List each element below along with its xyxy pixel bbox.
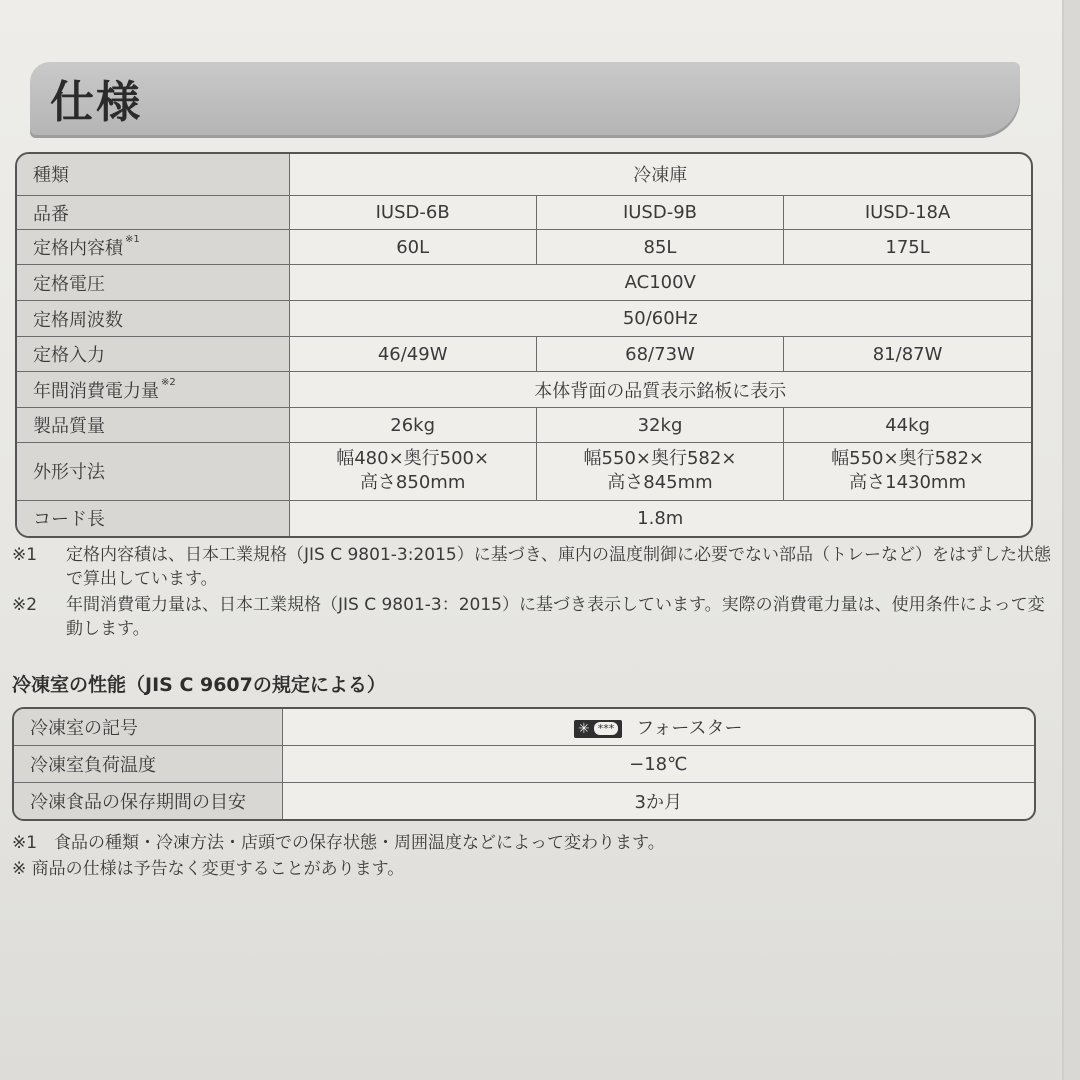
dimensions-1-line2: 高さ850mm [359, 472, 466, 494]
spec-capacity-2: 85L [536, 230, 783, 265]
spec-value-annual-consumption: 本体背面の品質表示銘板に表示 [289, 372, 1031, 408]
spec-row-weight [17, 408, 1031, 443]
spec-power-3: 81/87W [784, 337, 1031, 372]
perf-row-symbol [14, 709, 1034, 745]
note-2-text: 年間消費電力量は、日本工業規格（JIS C 9801-3：2015）に基づき表示しています。実際の消費電力量は、使用条件によって変動します。 [66, 595, 1045, 639]
spec-row-type [17, 154, 1031, 195]
spec-power-2: 68/73W [536, 337, 783, 372]
title-banner [30, 62, 1020, 138]
snowflake-icon: ✳ [578, 720, 590, 737]
footnote-1: ※1 食品の種類・冷凍方法・店頭での保存状態・周囲温度などによって変わります。 [12, 833, 665, 853]
spec-row-cord [17, 500, 1031, 536]
spec-value-voltage: AC100V [289, 265, 1031, 301]
capacity-footnote-ref: ※1 [125, 234, 140, 246]
perf-symbol-text: フォースター [636, 717, 743, 739]
spec-model-3: IUSD-18A [784, 195, 1031, 230]
spec-label-frequency: 定格周波数 [17, 301, 289, 337]
spec-capacity-1: 60L [289, 230, 536, 265]
spec-label-annual-consumption [17, 372, 289, 408]
spec-value-cord: 1.8m [289, 500, 1031, 536]
spec-weight-3: 44kg [784, 408, 1031, 443]
spec-row-model [17, 195, 1031, 230]
spec-label-voltage: 定格電圧 [17, 265, 289, 301]
spec-row-capacity [17, 230, 1031, 265]
spec-power-1: 46/49W [289, 337, 536, 372]
spec-label-dimensions: 外形寸法 [17, 443, 289, 501]
page-edge [1064, 0, 1080, 1080]
footnotes [12, 830, 665, 882]
spec-row-power-input [17, 337, 1031, 372]
spec-notes [12, 543, 1052, 643]
spec-table [15, 152, 1033, 538]
spec-row-frequency [17, 301, 1031, 337]
footnote-2: ※ 商品の仕様は予告なく変更することがあります。 [12, 859, 405, 879]
spec-label-power-input: 定格入力 [17, 337, 289, 372]
note-2-mark: ※2 [12, 595, 38, 615]
page-title: 仕様 [50, 77, 142, 128]
dimensions-1-line1: 幅480×奥行500× [336, 448, 490, 470]
annual-footnote-ref: ※2 [161, 376, 176, 388]
spec-row-dimensions [17, 443, 1031, 501]
note-1-mark: ※1 [12, 545, 38, 565]
spec-value-type: 冷凍庫 [289, 154, 1031, 195]
spec-dimensions-1 [289, 443, 536, 501]
spec-dimensions-2 [536, 443, 783, 501]
spec-model-2: IUSD-9B [536, 195, 783, 230]
dimensions-2-line1: 幅550×奥行582× [583, 448, 737, 470]
capacity-label-text: 定格内容積 [33, 238, 123, 260]
perf-value-storage: 3か月 [282, 783, 1034, 819]
spec-weight-1: 26kg [289, 408, 536, 443]
perf-label-temperature: 冷凍室負荷温度 [14, 745, 282, 782]
dimensions-3-line1: 幅550×奥行582× [831, 448, 985, 470]
note-1-text: 定格内容積は、日本工業規格（JIS C 9801-3:2015）に基づき、庫内の温度制御に必要でない部品（トレーなど）をはずした状態で算出しています。 [66, 545, 1052, 589]
spec-row-voltage [17, 265, 1031, 301]
spec-row-annual-consumption [17, 372, 1031, 408]
note-2 [12, 593, 1052, 641]
spec-weight-2: 32kg [536, 408, 783, 443]
perf-label-storage: 冷凍食品の保存期間の目安 [14, 783, 282, 819]
spec-dimensions-3 [784, 443, 1031, 501]
dimensions-3-line2: 高さ1430mm [849, 472, 967, 494]
performance-table [12, 707, 1036, 821]
perf-value-symbol [282, 709, 1034, 745]
annual-label-text: 年間消費電力量 [33, 380, 159, 402]
spec-capacity-3: 175L [784, 230, 1031, 265]
perf-row-storage [14, 783, 1034, 819]
stars-icon: *** [594, 722, 619, 735]
spec-label-type: 種類 [17, 154, 289, 195]
performance-heading: 冷凍室の性能（JIS C 9607の規定による） [12, 674, 386, 696]
spec-label-cord: コード長 [17, 500, 289, 536]
spec-label-weight: 製品質量 [17, 408, 289, 443]
perf-value-temperature: −18℃ [282, 745, 1034, 782]
perf-label-symbol: 冷凍室の記号 [14, 709, 282, 745]
spec-value-frequency: 50/60Hz [289, 301, 1031, 337]
spec-label-capacity [17, 230, 289, 265]
perf-row-temperature [14, 745, 1034, 782]
note-1 [12, 543, 1052, 591]
dimensions-2-line2: 高さ845mm [607, 472, 713, 494]
spec-label-model: 品番 [17, 195, 289, 230]
four-star-badge [574, 720, 622, 738]
spec-model-1: IUSD-6B [289, 195, 536, 230]
